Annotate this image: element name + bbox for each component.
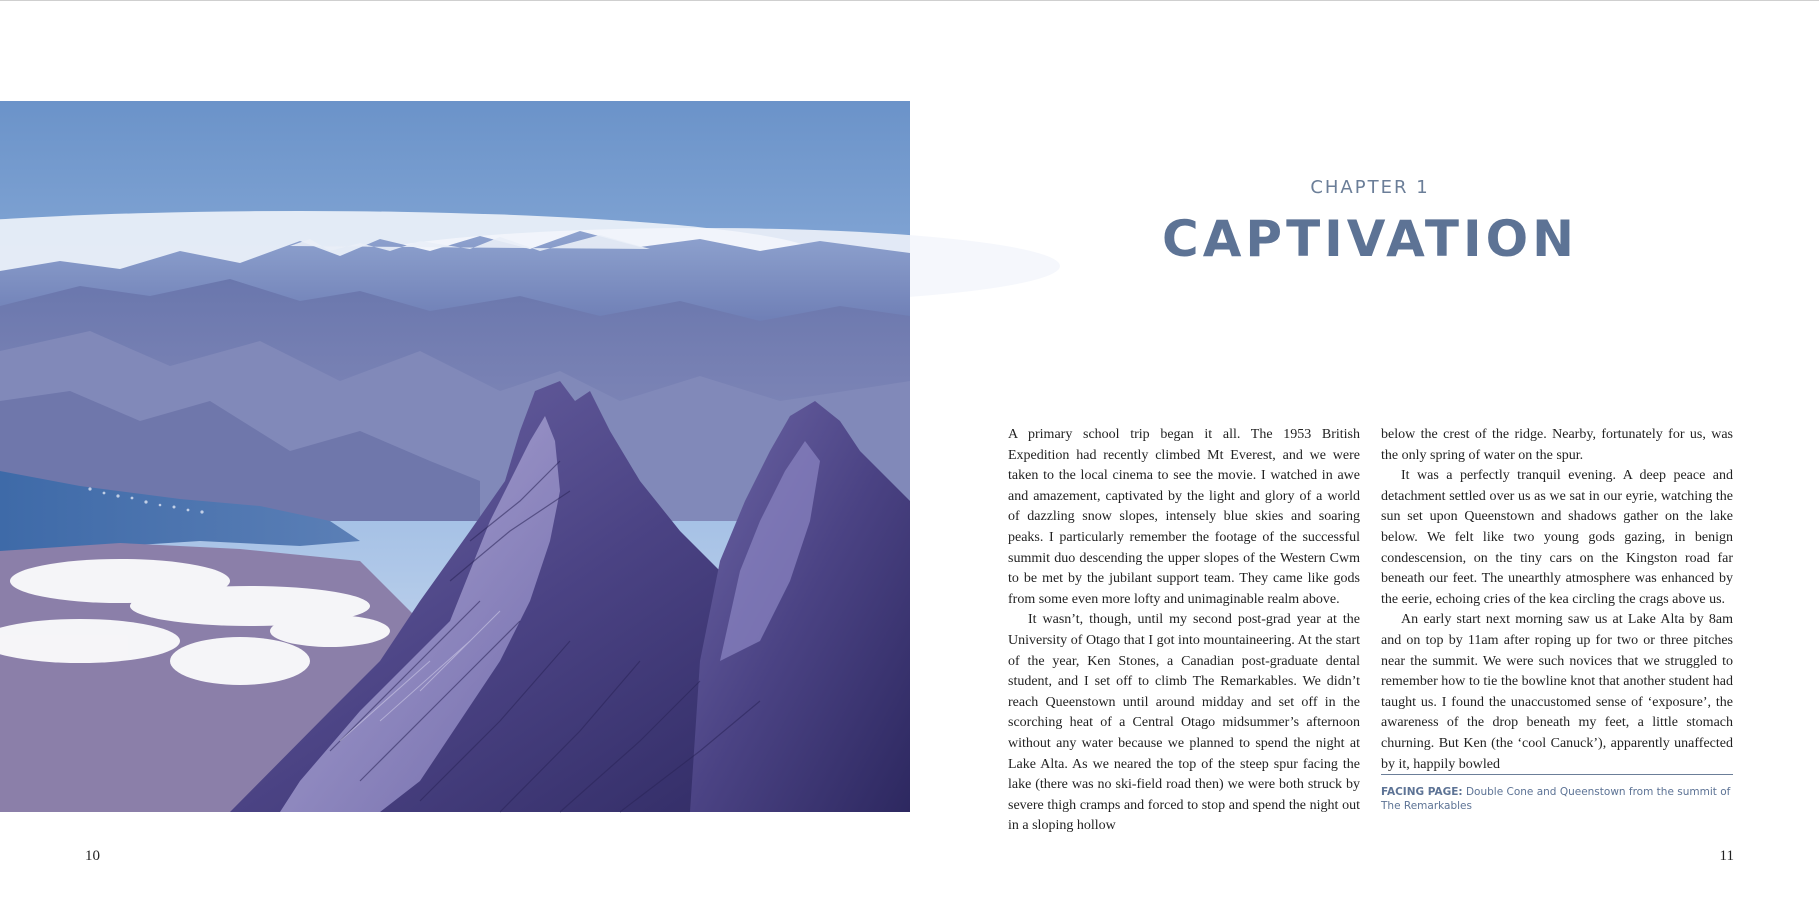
paragraph: An early start next morning saw us at Lake Alta by 8am and on top by 11am after roping up for two or three pitches near the summit. We were such novices that we struggled to remember how to tie the bowline knot that another student had taught us. I found the unaccustomed sense of ‘exposure’, the awareness of the drop beneath my feet, a little stomach churning. But Ken (the ‘cool Canuck’), apparently unaffected by it, happily bowled bbox=[1381, 612, 1733, 772]
top-border bbox=[0, 0, 1819, 1]
text-column-2 bbox=[1381, 425, 1733, 772]
caption-divider bbox=[1381, 774, 1733, 775]
text-column-1 bbox=[1008, 425, 1360, 837]
caption-label: FACING PAGE: bbox=[1381, 786, 1463, 798]
photo-caption bbox=[1381, 785, 1733, 813]
caption-text: Double Cone and Queenstown from the summit of The Remarkables bbox=[1381, 786, 1731, 812]
chapter-label: CHAPTER 1 bbox=[1310, 177, 1430, 198]
paragraph: It wasn’t, though, until my second post-grad year at the University of Otago that I got into mountaineering. At the start of the year, Ken Stones, a Canadian post-graduate dental student, and I set off to climb The Remarkables. We didn’t reach Queenstown until around midday and set off in the scorching heat of a Central Otago midsummer’s afternoon without any water because we planned to spend the night at Lake Alta. As we neared the top of the steep spur facing the lake (there was no ski-field road then) we were both struck by severe thigh cramps and forced to stop and spend the night out in a sloping hollow bbox=[1008, 612, 1360, 834]
page-number-left: 10 bbox=[85, 848, 100, 864]
paragraph: It was a perfectly tranquil evening. A deep peace and detachment settled over us as we sat in our eyrie, watching the sun set upon Queenstown and shadows gather on the lake below. We felt like two young gods gazing, in benign condescension, on the tiny cars on the Kingston road far beneath our feet. The unearthly atmosphere was enhanced by the eerie, echoing cries of the kea circling the crags above us. bbox=[1381, 468, 1733, 607]
paragraph: A primary school trip began it all. The 1953 British Expedition had recently climbed Mt Everest, and we were taken to the local cinema to see the movie. I watched in awe and amazement, captivated by the light and glory of a world of dazzling snow slopes, intensely blue skies and soaring peaks. I particularly remember the footage of the successful summit duo descending the upper slopes of the Western Cwm to be met by the jubilant support team. They came like gods from some even more lofty and unimaginable realm above. bbox=[1008, 427, 1360, 607]
chapter-title: CAPTIVATION bbox=[1162, 210, 1578, 268]
paragraph: below the crest of the ridge. Nearby, fortunately for us, was the only spring of water on the spur. bbox=[1381, 427, 1733, 463]
mountain-photo bbox=[0, 101, 910, 812]
page-number-right: 11 bbox=[1719, 848, 1734, 864]
